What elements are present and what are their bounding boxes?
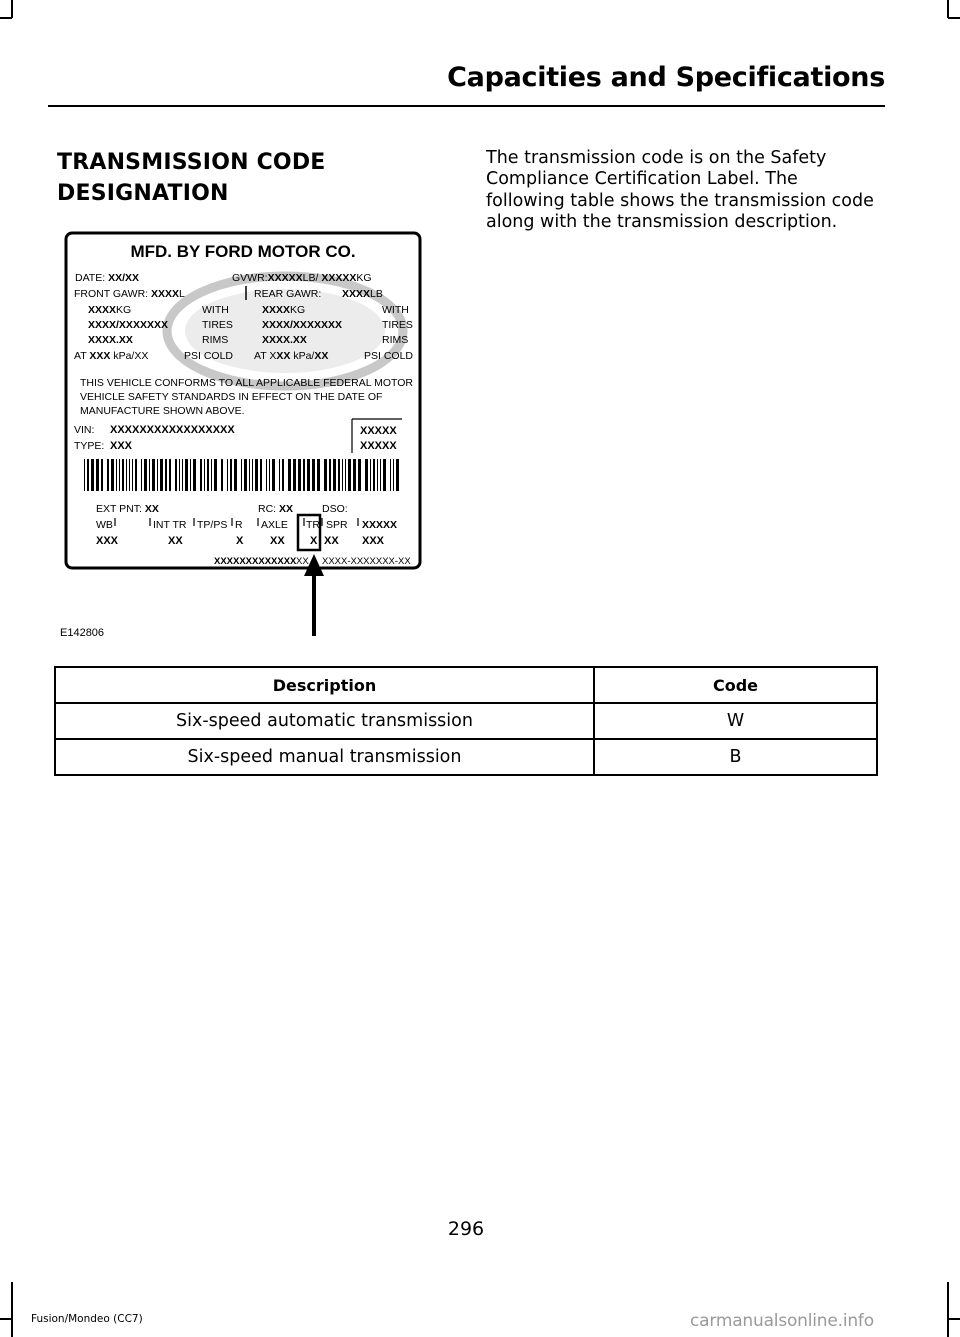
svg-text:SPR: SPR	[326, 519, 348, 531]
svg-text:WITH: WITH	[202, 304, 229, 316]
barcode-bar	[182, 459, 183, 491]
barcode-bar	[345, 459, 346, 491]
barcode-bar	[333, 459, 336, 491]
code-cell: W	[594, 703, 877, 739]
barcode-bar	[383, 459, 386, 491]
page-header-title: Capacities and Specifications	[447, 62, 885, 93]
barcode-bar	[396, 459, 399, 491]
barcode-bar	[353, 459, 356, 491]
barcode-bar	[87, 459, 89, 491]
svg-text:PSI COLD: PSI COLD	[364, 350, 414, 362]
barcode-bar	[116, 459, 117, 491]
barcode-bar	[393, 459, 394, 491]
barcode-bar	[317, 459, 320, 491]
crop-mark	[948, 17, 960, 19]
barcode-bar	[190, 459, 191, 491]
barcode-bar	[141, 459, 142, 491]
svg-text:THIS VEHICLE CONFORMS TO ALL A: THIS VEHICLE CONFORMS TO ALL APPLICABLE FEDERAL MOTOR	[80, 377, 413, 389]
intro-paragraph: The transmission code is on the Safety Compliance Certification Label. The following table shows the transmission code along with the transmission description.	[486, 148, 874, 232]
barcode-bar	[358, 459, 361, 491]
transmission-code-table	[54, 666, 878, 776]
barcode-bar	[149, 459, 150, 491]
svg-text:DSO:: DSO:	[322, 503, 348, 515]
svg-text:EXT PNT: XX: EXT PNT: XX	[96, 503, 159, 515]
svg-text:XXXX/XXXXXXX: XXXX/XXXXXXX	[262, 319, 342, 331]
barcode-bar	[129, 459, 130, 491]
svg-text:XXXX.XX: XXXX.XX	[88, 334, 133, 346]
svg-text:REAR GAWR:: REAR GAWR:	[254, 288, 322, 300]
barcode-bar	[193, 459, 196, 491]
svg-text:RIMS: RIMS	[202, 334, 229, 346]
barcode-bar	[279, 459, 280, 491]
barcode-bar	[293, 459, 296, 491]
svg-text:TYPE:: TYPE:	[74, 440, 105, 452]
svg-text:XXXX-XXXXXXX-XX: XXXX-XXXXXXX-XX	[322, 556, 411, 567]
code-cell: B	[594, 739, 877, 775]
svg-text:AT XXX kPa/XX: AT XXX kPa/XX	[74, 350, 149, 362]
barcode-bar	[230, 459, 232, 491]
barcode-bar	[370, 459, 371, 491]
margin-line	[11, 1282, 13, 1318]
svg-text:INT TR: INT TR	[153, 519, 187, 531]
svg-text:TP/PS: TP/PS	[197, 519, 228, 531]
svg-text:X: X	[236, 535, 244, 547]
barcode-bar	[101, 459, 103, 491]
svg-text:XXX: XXX	[110, 440, 133, 452]
svg-text:XXXXLB: XXXXLB	[342, 288, 383, 300]
barcode-bar	[324, 459, 327, 491]
svg-text:XXXXKG: XXXXKG	[262, 304, 306, 316]
svg-text:DATE: XX/XX: DATE: XX/XX	[75, 272, 140, 284]
barcode-bar	[390, 459, 391, 491]
footer-model: Fusion/Mondeo (CC7)	[31, 1313, 143, 1325]
table-header-row	[55, 667, 877, 703]
barcode-bar	[288, 459, 291, 491]
svg-text:MANUFACTURE SHOWN ABOVE.: MANUFACTURE SHOWN ABOVE.	[80, 405, 245, 417]
header-rule	[48, 105, 885, 107]
column-header-code: Code	[594, 667, 877, 703]
barcode-bar	[244, 459, 247, 491]
barcode-bar	[342, 459, 343, 491]
svg-text:GVWR:XXXXXLB/ XXXXXKG: GVWR:XXXXXLB/ XXXXXKG	[232, 272, 372, 284]
svg-text:XXXXX: XXXXX	[362, 519, 398, 531]
barcode-bar	[185, 459, 188, 491]
svg-text:XX: XX	[168, 535, 183, 547]
barcode-bar	[211, 459, 212, 491]
barcode-bar	[312, 459, 315, 491]
svg-text:XXXXX: XXXXX	[360, 440, 397, 452]
barcode-bar	[169, 459, 171, 491]
svg-text:XXXX.XX: XXXX.XX	[262, 334, 307, 346]
barcode-bar	[365, 459, 368, 491]
barcode-bar	[152, 459, 155, 491]
svg-text:AT XXX kPa/XX: AT XXX kPa/XX	[254, 350, 329, 362]
barcode-bar	[207, 459, 209, 491]
barcode-bar	[377, 459, 378, 491]
crop-mark	[11, 1318, 13, 1337]
svg-text:TR: TR	[306, 519, 320, 531]
barcode-bar	[96, 459, 99, 491]
section-title: TRANSMISSION CODE DESIGNATION	[57, 150, 326, 206]
barcode-bar	[160, 459, 163, 491]
svg-text:XX: XX	[270, 535, 285, 547]
barcode-bar	[373, 459, 375, 491]
svg-text:VIN:: VIN:	[74, 424, 95, 436]
barcode-bar	[255, 459, 258, 491]
crop-mark	[947, 0, 949, 18]
barcode-bar	[249, 459, 250, 491]
column-header-description: Description	[55, 667, 594, 703]
barcode-bar	[266, 459, 267, 491]
crop-mark	[947, 1318, 949, 1337]
crop-mark	[0, 1318, 12, 1320]
barcode-bar	[329, 459, 331, 491]
barcode-bar	[126, 459, 127, 491]
svg-text:TIRES: TIRES	[382, 319, 413, 331]
barcode-bar	[91, 459, 94, 491]
crop-mark	[11, 0, 13, 18]
barcode-bar	[107, 459, 109, 491]
barcode-bar	[338, 459, 340, 491]
barcode-bar	[227, 459, 228, 491]
description-cell: Six-speed automatic transmission	[55, 703, 594, 739]
watermark: carmanualsonline.info	[690, 1311, 874, 1331]
barcode-bar	[122, 459, 124, 491]
certification-label-figure	[60, 228, 430, 643]
barcode-bar	[348, 459, 351, 491]
barcode-bar	[303, 459, 305, 491]
crop-mark	[948, 1318, 960, 1320]
svg-text:RC: XX: RC: XX	[258, 503, 294, 515]
barcode-bar	[307, 459, 310, 491]
barcode-bar	[204, 459, 205, 491]
svg-text:VEHICLE SAFETY STANDARDS IN EF: VEHICLE SAFETY STANDARDS IN EFFECT ON THE DATE OF	[80, 391, 383, 403]
table-row	[55, 703, 877, 739]
margin-line	[947, 1282, 949, 1318]
barcode-bar	[165, 459, 167, 491]
barcode-bar	[234, 459, 237, 491]
barcode-bar	[132, 459, 133, 491]
svg-text:RIMS: RIMS	[382, 334, 409, 346]
barcode-bar	[135, 459, 137, 491]
barcode-bar	[269, 459, 270, 491]
barcode-bar	[111, 459, 114, 491]
svg-text:R: R	[235, 519, 243, 531]
barcode-bar	[200, 459, 202, 491]
svg-text:XXXXX: XXXXX	[360, 425, 397, 437]
barcode-bar	[272, 459, 275, 491]
svg-text:XX: XX	[296, 556, 309, 567]
svg-text:PSI COLD: PSI COLD	[184, 350, 234, 362]
svg-text:XXX: XXX	[362, 535, 385, 547]
svg-text:WB: WB	[96, 519, 113, 531]
crop-mark	[0, 17, 12, 19]
svg-text:XXXXKG: XXXXKG	[88, 304, 132, 316]
label-heading: MFD. BY FORD MOTOR CO.	[130, 242, 356, 261]
page-number: 296	[447, 1218, 485, 1240]
barcode-bar	[84, 459, 85, 491]
svg-text:FRONT GAWR: XXXXL: FRONT GAWR: XXXXL	[74, 288, 185, 300]
barcode-bar	[252, 459, 253, 491]
svg-text:X: X	[310, 535, 318, 547]
svg-text:XXXXXXXXXXXXXXXXX: XXXXXXXXXXXXXXXXX	[110, 424, 235, 436]
figure-id: E142806	[60, 627, 105, 639]
barcode-bar	[221, 459, 223, 491]
barcode-bar	[241, 459, 242, 491]
barcode-bar	[214, 459, 217, 491]
barcode-bar	[119, 459, 120, 491]
barcode-bar	[380, 459, 381, 491]
barcode-bar	[144, 459, 147, 491]
svg-text:TIRES: TIRES	[202, 319, 233, 331]
svg-text:XXX: XXX	[96, 535, 119, 547]
svg-text:WITH: WITH	[382, 304, 409, 316]
barcode-bar	[175, 459, 177, 491]
svg-text:XXXXXXXXXXXXX: XXXXXXXXXXXXX	[214, 556, 297, 567]
barcode-bar	[179, 459, 180, 491]
svg-text:XX: XX	[324, 535, 339, 547]
description-cell: Six-speed manual transmission	[55, 739, 594, 775]
barcode-bar	[260, 459, 262, 491]
svg-text:XXXX/XXXXXXX: XXXX/XXXXXXX	[88, 319, 168, 331]
barcode-bar	[298, 459, 301, 491]
barcode-bar	[157, 459, 158, 491]
certification-label-image	[60, 228, 430, 643]
svg-text:AXLE: AXLE	[261, 519, 288, 531]
table-row	[55, 739, 877, 775]
barcode-bar	[282, 459, 284, 491]
